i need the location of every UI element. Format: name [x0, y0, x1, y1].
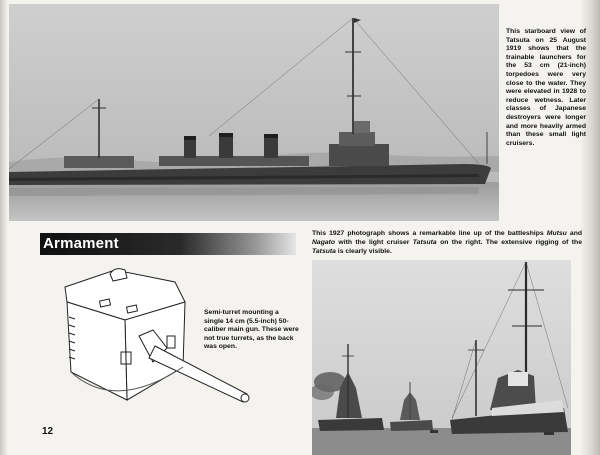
ship-name-tatsuta: Tatsuta [312, 247, 336, 255]
top-photo-caption: This starboard view of Tatsuta on 25 August 1919 shows that the trainable launchers for the 53 cm (21-inch) torpedoes were very close to the water. They were elevated in 1928 to reduce wetness. Later classes of Japanese destroyers were longer and more heavily armed than these small light cruisers. [506, 28, 586, 147]
bottom-photo-caption [312, 230, 582, 256]
page-edge-shadow [0, 0, 8, 455]
caption-text: is clearly visible. [335, 247, 392, 255]
page-number: 12 [42, 426, 54, 437]
caption-text: with the light cruiser [335, 238, 413, 246]
ship-name-mutsu: Mutsu [546, 230, 567, 237]
battleships-lineup-photo [312, 260, 571, 455]
ship-name-nagato: Nagato [312, 238, 336, 246]
turret-caption: Semi-turret mounting a single 14 cm (5.5-inch) 50-caliber main gun. These were not true turrets, as the back was open. [204, 309, 299, 351]
section-title: Armament [43, 235, 119, 252]
caption-text: on the right. The extensive rigging of the [436, 238, 582, 246]
caption-text: This 1927 photograph shows a remarkable line up of the battleships [312, 230, 547, 237]
caption-text: and [566, 230, 582, 237]
cruiser-starboard-photo [9, 4, 499, 221]
ship-name-tatsuta: Tatsuta [412, 238, 437, 246]
